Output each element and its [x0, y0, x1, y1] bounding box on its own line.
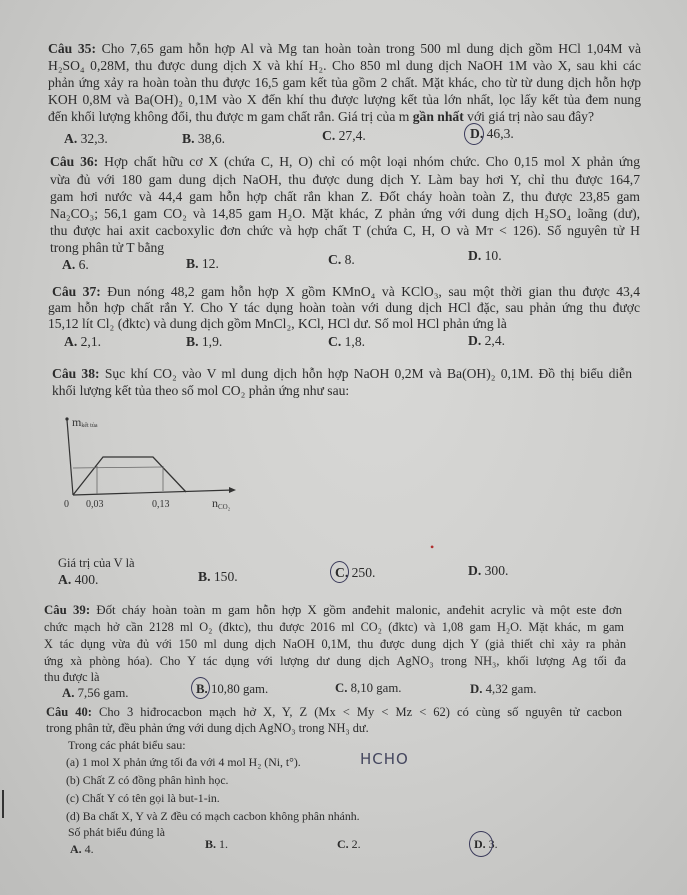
text: với giá trị nào sau đây?	[467, 109, 595, 124]
ink-dot: •	[430, 540, 435, 554]
question-line: trong phân tử T bằng	[50, 240, 165, 255]
page-edge-mark	[2, 790, 4, 818]
answer-circle-mark	[330, 561, 349, 583]
answer-circle-mark	[469, 831, 493, 857]
question-line	[52, 284, 640, 300]
statement-a: (a) 1 mol X phản ứng tối đa với 4 mol H₂ (Ni, t°).	[66, 755, 301, 769]
question-prompt: Giá trị của V là	[58, 556, 135, 570]
handwritten-note: HCHO	[360, 750, 409, 768]
option-text: 12.	[201, 256, 219, 271]
question-line: gam hơi nước và 44,4 gam hỗn hợp chất rắn khan Z. Đốt cháy hoàn toàn Z, thu được 23,85 gam	[50, 189, 640, 204]
option-a[interactable]	[58, 572, 98, 588]
question-line	[48, 109, 594, 125]
y-axis-arrow	[65, 417, 68, 420]
x-tick-label: 0,13	[152, 499, 170, 510]
option-key: A.	[62, 686, 75, 700]
statement-c: (c) Chất Y có tên gọi là but-1-in.	[66, 791, 220, 805]
option-text: 2,1.	[80, 334, 102, 349]
answer-circle-mark	[191, 677, 210, 699]
x-tick-label: 0,03	[86, 499, 104, 510]
option-key: A.	[64, 334, 78, 349]
question-line: chức mạch hở cần 2128 ml O₂ (đktc), thu được 2016 ml CO₂ (đktc) và 1,08 gam H₂O. Mặt khác, m gam	[44, 620, 624, 634]
text: đến khối lượng không đổi, thu được m gam chất rắn. Giá trị của m	[48, 109, 410, 124]
precipitate-curve	[73, 457, 186, 495]
y-axis-label: mkết tủa	[72, 415, 98, 429]
option-text: 300.	[484, 563, 509, 578]
option-text: 3.	[488, 837, 498, 851]
answer-circle-mark	[464, 123, 484, 145]
option-key: C.	[335, 565, 349, 580]
option-c[interactable]	[322, 128, 366, 144]
option-text: 2.	[351, 837, 361, 851]
question-line	[44, 602, 622, 618]
question-label: Câu 35:	[48, 41, 96, 56]
option-text: 10,80 gam.	[210, 682, 269, 696]
option-key: C.	[328, 252, 342, 267]
option-d[interactable]	[468, 563, 508, 579]
question-line: 15,12 lít Cl₂ (đktc) và dung dịch gồm MnCl₂, KCl, HCl dư. Số mol HCl phản ứng là	[48, 316, 507, 331]
question-line: gam hỗn hợp chất rắn Y. Cho Y tác dụng hoàn toàn với dung dịch HCl đặc, sau phản ứng thu được	[48, 300, 640, 315]
option-key: B.	[182, 131, 195, 146]
question-prompt: Số phát biểu đúng là	[68, 825, 165, 839]
option-a[interactable]	[62, 257, 89, 273]
option-text: 4,32 gam.	[485, 682, 537, 696]
option-a[interactable]	[62, 685, 128, 701]
text: Đun nóng 48,2 gam hỗn hợp X gồm KMnO₄ và KClO₃, sau một thời gian thu được 43,4	[107, 284, 641, 299]
option-text: 32,3.	[80, 131, 108, 146]
question-line: Trong các phát biểu sau:	[68, 738, 186, 752]
question-label: Câu 39:	[44, 603, 91, 617]
x-axis-arrow	[229, 487, 236, 493]
question-line: trong phân tử, đều phản ứng với dung dịch AgNO₃ trong NH₃ dư.	[46, 721, 369, 735]
statement-b: (b) Chất Z có đồng phân hình học.	[66, 773, 229, 787]
x-axis-label: nCO₂	[212, 496, 231, 511]
question-line	[46, 704, 622, 720]
option-key: C.	[322, 128, 336, 143]
option-a[interactable]	[64, 334, 101, 350]
option-c[interactable]	[328, 252, 355, 268]
option-key: D.	[470, 682, 483, 696]
option-text: 1.	[219, 837, 229, 851]
question-line: thu được là	[44, 670, 100, 684]
option-key: B.	[196, 682, 208, 696]
option-key: B.	[186, 334, 199, 349]
option-key: D.	[468, 333, 482, 348]
option-text: 250.	[351, 565, 376, 580]
option-c[interactable]	[328, 334, 365, 350]
option-d[interactable]	[468, 248, 502, 264]
option-key: B.	[205, 837, 217, 851]
question-label: Câu 36:	[50, 154, 99, 169]
option-text: 4.	[84, 842, 94, 856]
option-c[interactable]	[337, 836, 361, 852]
option-key: A.	[58, 572, 72, 587]
option-text: 8.	[344, 252, 355, 267]
option-key: D.	[474, 837, 486, 851]
text: Sục khí CO₂ vào V ml dung dịch hỗn hợp NaOH 0,2M và Ba(OH)₂ 0,1M. Đồ thị biểu diễn	[104, 366, 633, 381]
option-text: 10.	[484, 248, 502, 263]
option-key: B.	[186, 256, 199, 271]
option-key: A.	[64, 131, 78, 146]
option-text: 1,9.	[201, 334, 223, 349]
question-line: Na₂CO₃; 56,1 gam CO₂ và 14,85 gam H₂O. Mặt khác, Z phản ứng với dung dịch H₂SO₄ loãng (dư),	[50, 206, 640, 221]
option-text: 38,6.	[197, 131, 226, 146]
question-line	[50, 154, 640, 170]
option-key: D.	[470, 126, 484, 141]
question-line: phản ứng xảy ra hoàn toàn thu được 16,5 gam kết tủa gồm 2 chất. Mặt khác, cho từ từ dung dịch hỗn hợp	[48, 75, 641, 90]
option-d[interactable]	[470, 681, 536, 697]
question-line	[48, 41, 641, 57]
option-key: A.	[70, 842, 82, 856]
statement-d: (d) Ba chất X, Y và Z đều có mạch cacbon không phân nhánh.	[66, 809, 360, 823]
guide-line-horizontal	[73, 467, 162, 468]
question-label: Câu 40:	[46, 705, 92, 719]
precipitate-graph	[55, 410, 265, 520]
option-text: 8,10 gam.	[350, 681, 402, 695]
text: Đốt cháy hoàn toàn m gam hỗn hợp X gồm anđehit malonic, anđehit acrylic và một este đơn	[96, 603, 622, 617]
option-key: D.	[468, 248, 482, 263]
option-b[interactable]	[205, 836, 228, 852]
question-line: ứng xà phòng hóa). Cho Y tác dụng với lượng dư dung dịch AgNO₃ trong NH₃, khối lượng Ag tối đa	[44, 654, 626, 668]
option-b[interactable]	[182, 131, 225, 147]
option-c[interactable]	[335, 680, 401, 696]
option-key: C.	[328, 334, 342, 349]
option-b[interactable]	[198, 569, 238, 585]
option-key: D.	[468, 563, 482, 578]
text: Cho 7,65 gam hỗn hợp Al và Mg tan hoàn toàn trong 500 ml dung dịch gồm HCl 1,04M và	[101, 41, 641, 56]
option-d[interactable]	[468, 333, 505, 349]
text: Cho 3 hiđrocacbon mạch hở X, Y, Z (Mx < My < Mz < 62) có cùng số nguyên tử cacbon	[99, 705, 623, 719]
option-text: 46,3.	[486, 126, 514, 141]
question-label: Câu 37:	[52, 284, 101, 299]
option-key: C.	[335, 681, 348, 695]
question-line: KOH 0,8M và Ba(OH)₂ 0,1M vào X đến khí thu được lượng kết tủa lớn nhất, lọc lấy kết tủa đem nung	[48, 92, 641, 107]
option-key: A.	[62, 257, 76, 272]
question-line: H₂SO₄ 0,28M, thu được dung dịch X và khí H₂. Cho 850 ml dung dịch NaOH 1M vào X, sau khi các	[48, 58, 641, 73]
option-text: 6.	[78, 257, 89, 272]
option-b[interactable]	[186, 334, 222, 350]
option-text: 400.	[74, 572, 99, 587]
option-text: 2,4.	[484, 333, 506, 348]
option-a[interactable]	[70, 841, 94, 857]
question-line	[52, 366, 632, 382]
question-line: thu được hai axit cacboxylic đơn chức và hợp chất T (chứa C, H, O và Mᴛ < 126). Số nguyên tử H	[50, 223, 640, 238]
emphasis: gần nhất	[412, 109, 464, 124]
y-axis	[67, 420, 73, 495]
option-a[interactable]	[64, 131, 108, 147]
question-line: khối lượng kết tủa theo số mol CO₂ phản ứng như sau:	[52, 383, 350, 398]
option-text: 1,8.	[344, 334, 366, 349]
option-text: 27,4.	[338, 128, 366, 143]
question-line: vừa đủ với 180 gam dung dịch NaOH, thu được dung dịch Y. Làm bay hơi Y, chỉ thu được 164,7	[50, 172, 640, 187]
origin-label: 0	[64, 499, 69, 510]
question-line: X tác dụng vừa đủ với 150 ml dung dịch NaOH 0,1M, thu được dung dịch Y (giả thiết chỉ xảy ra phản	[44, 637, 626, 651]
option-b[interactable]	[186, 256, 219, 272]
text: Hợp chất hữu cơ X (chứa C, H, O) chỉ có một loại nhóm chức. Cho 0,15 mol X phản ứng	[104, 154, 640, 169]
option-text: 150.	[213, 569, 238, 584]
option-key: B.	[198, 569, 211, 584]
question-label: Câu 38:	[52, 366, 100, 381]
option-key: C.	[337, 837, 349, 851]
option-text: 7,56 gam.	[77, 686, 129, 700]
